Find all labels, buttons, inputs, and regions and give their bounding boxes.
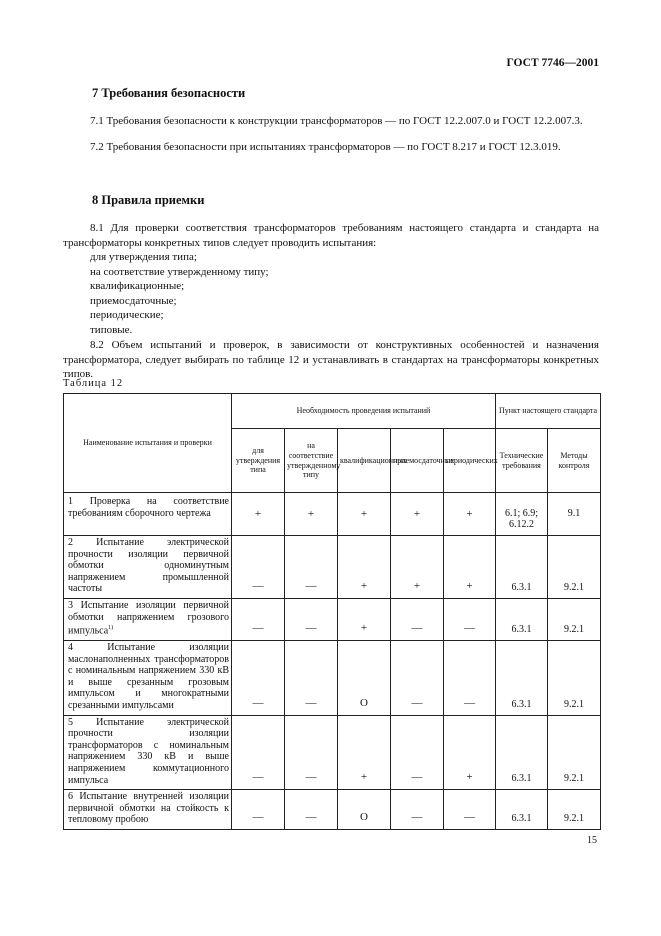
paragraph-8-1-text: 8.1 Для проверки соответствия трансформаторов требованиям настоящего стандарта и стандарта на трансформаторы конкретных типов следует проводить испытания: — [63, 222, 599, 249]
page-number: 15 — [587, 835, 597, 846]
row-mark: + — [444, 536, 496, 599]
table-row — [64, 641, 601, 716]
row-mark: — — [444, 641, 496, 716]
tests-table — [63, 393, 601, 830]
table-row — [64, 536, 601, 599]
col-header-periodic: периодических — [444, 429, 496, 493]
row-mark: — — [232, 790, 285, 830]
row-mark: — — [444, 598, 496, 640]
row-mark: + — [391, 536, 444, 599]
row-mark: + — [444, 493, 496, 536]
row-mark: + — [338, 598, 391, 640]
section-8-title: 8 Правила приемки — [92, 193, 205, 207]
table-row — [64, 493, 601, 536]
row-method-ref: 9.2.1 — [548, 790, 601, 830]
row-mark: — — [391, 598, 444, 640]
row-tech-ref: 6.1; 6.9; 6.12.2 — [496, 493, 548, 536]
col-group-ref: Пункт настоящего стандарта — [496, 394, 601, 429]
row-method-ref: 9.2.1 — [548, 715, 601, 790]
section-7-title: 7 Требования безопасности — [92, 86, 246, 100]
row-method-ref: 9.2.1 — [548, 536, 601, 599]
row-mark: + — [338, 715, 391, 790]
row-mark: + — [391, 493, 444, 536]
row-mark: + — [285, 493, 338, 536]
row-method-ref: 9.2.1 — [548, 641, 601, 716]
page-header-standard: ГОСТ 7746—2001 — [506, 57, 599, 69]
row-mark: + — [338, 536, 391, 599]
test-kinds-list — [90, 250, 269, 338]
list-item: на соответствие утвержденному типу; — [90, 265, 269, 278]
list-item: квалификационные; — [90, 280, 185, 293]
list-item: периодические; — [90, 309, 164, 322]
row-mark: — — [285, 641, 338, 716]
row-mark: — — [391, 790, 444, 830]
row-name: 4 Испытание изоляции маслонаполненных трансформаторов с номинальным напряжением 330 кВ и выше срезанным грозовым импульсом и многократными срезанными импульсами — [64, 641, 232, 716]
paragraph-7-2-text: 7.2 Требования безопасности при испытаниях трансформаторов — по ГОСТ 8.217 и ГОСТ 12.3.019. — [90, 141, 561, 153]
row-mark: О — [338, 790, 391, 830]
row-mark: + — [338, 493, 391, 536]
row-name — [64, 598, 232, 640]
table-caption: Таблица 12 — [63, 378, 124, 389]
row-mark: — — [232, 641, 285, 716]
row-name: 2 Испытание электрической прочности изоляции первичной обмотки одноминутным напряжением промышленной частоты — [64, 536, 232, 599]
row-method-ref: 9.2.1 — [548, 598, 601, 640]
row-mark: — — [391, 641, 444, 716]
col-header-acceptance: приемосдаточных — [391, 429, 444, 493]
row-mark: — — [232, 536, 285, 599]
row-tech-ref: 6.3.1 — [496, 598, 548, 640]
row-mark: — — [285, 790, 338, 830]
table-row — [64, 598, 601, 640]
col-group-tests: Необходимость проведения испытаний — [232, 394, 496, 429]
row-mark: О — [338, 641, 391, 716]
paragraph-7-1 — [63, 114, 599, 129]
paragraph-8-2-text: 8.2 Объем испытаний и проверок, в зависимости от конструктивных особенностей и назначения трансформатора, следует выбирать по таблице 12 и устанавливать в стандартах на трансформаторы конкретных типов. — [63, 339, 599, 381]
row-tech-ref: 6.3.1 — [496, 715, 548, 790]
col-header-type-approval: для утверждения типа — [232, 429, 285, 493]
col-header-tech-req: Технические требования — [496, 429, 548, 493]
paragraph-7-2 — [63, 140, 599, 155]
row-tech-ref: 6.3.1 — [496, 536, 548, 599]
paragraph-8-2 — [63, 338, 599, 382]
row-mark: + — [444, 715, 496, 790]
col-header-name: Наименование испытания и проверки — [64, 394, 232, 493]
row-name: 1 Проверка на соответствие требованиям сборочного чертежа — [64, 493, 232, 536]
row-name-text: 3 Испытание изоляции первичной обмотки напряжением грозового импульса — [68, 599, 229, 637]
paragraph-8-1 — [63, 221, 599, 250]
row-method-ref: 9.1 — [548, 493, 601, 536]
list-item: типовые. — [90, 323, 133, 336]
row-mark: — — [285, 536, 338, 599]
row-mark: — — [285, 715, 338, 790]
row-mark: + — [232, 493, 285, 536]
row-name: 5 Испытание электрической прочности изоляции трансформаторов с номинальным напряжением 330 кВ и выше напряжением коммутационного импульса — [64, 715, 232, 790]
row-mark: — — [444, 790, 496, 830]
col-header-type-conformity: на соответствие утвержденному типу — [285, 429, 338, 493]
row-tech-ref: 6.3.1 — [496, 641, 548, 716]
row-name: 6 Испытание внутренней изоляции первичной обмотки на стойкость к тепловому пробою — [64, 790, 232, 830]
paragraph-7-1-text: 7.1 Требования безопасности к конструкции трансформаторов — по ГОСТ 12.2.007.0 и ГОСТ 12.2.007.3. — [90, 115, 583, 127]
list-item: приемосдаточные; — [90, 294, 177, 307]
table-row — [64, 715, 601, 790]
row-mark: — — [391, 715, 444, 790]
row-mark: — — [285, 598, 338, 640]
row-mark: — — [232, 598, 285, 640]
col-header-methods: Методы контроля — [548, 429, 601, 493]
list-item: для утверждения типа; — [90, 251, 197, 263]
row-tech-ref: 6.3.1 — [496, 790, 548, 830]
table-row — [64, 790, 601, 830]
footnote-marker: 1) — [108, 625, 114, 632]
col-header-qualification: квалификационных — [338, 429, 391, 493]
row-mark: — — [232, 715, 285, 790]
